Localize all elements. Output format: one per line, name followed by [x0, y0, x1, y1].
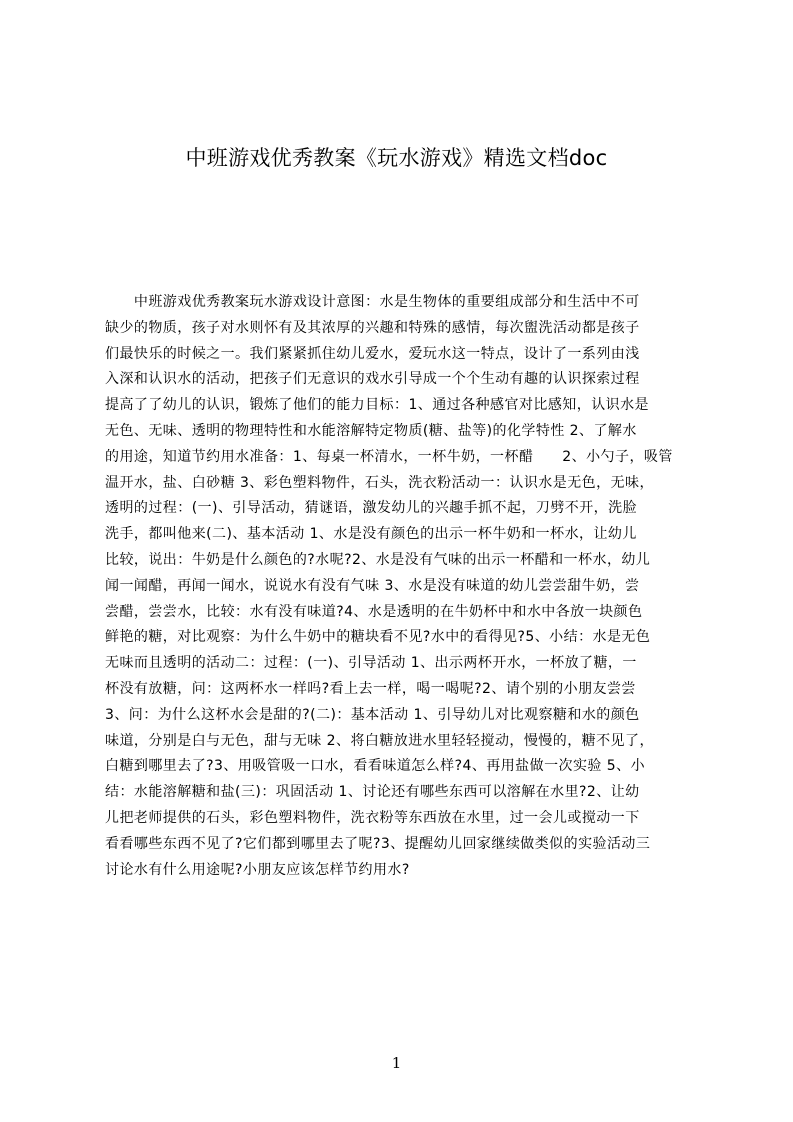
text-line: 白糖到哪里去了?3、用吸管吸一口水，看看味道怎么样?4、再用盐做一次实验 5、小	[105, 758, 646, 775]
text-line: 提高了了幼儿的认识，锻炼了他们的能力目标：1、通过各种感官对比感知，认识水是	[105, 397, 650, 414]
text-line: 看看哪些东西不见了?它们都到哪里去了呢?3、提醒幼儿回家继续做类似的实验活动三	[105, 835, 651, 852]
text-line: 无色、无味、透明的物理特性和水能溶解特定物质(糖、盐等)的化学特性 2、了解水	[105, 422, 637, 439]
text-line: 讨论水有什么用途呢?小朋友应该怎样节约用水?	[105, 861, 410, 878]
text-line: 3、问：为什么这杯水会是甜的?(二)：基本活动 1、引导幼儿对比观察糖和水的颜色	[105, 706, 640, 723]
text-line: 入深和认识水的活动，把孩子们无意识的戏水引导成一个个生动有趣的认识探索过程	[105, 371, 640, 388]
text-line: 缺少的物质，孩子对水则怀有及其浓厚的兴趣和特殊的感情，每次盥洗活动都是孩子	[105, 319, 640, 336]
text-line: 闻一闻醋，再闻一闻水，说说水有没有气味 3、水是没有味道的幼儿尝尝甜牛奶，尝	[105, 577, 640, 594]
text-line: 尝醋，尝尝水，比较：水有没有味道?4、水是透明的在牛奶杯中和水中各放一块颜色	[105, 603, 643, 620]
text-line: 比较，说出：牛奶是什么颜色的?水呢?2、水是没有气味的出示一杯醋和一杯水，幼儿	[105, 551, 651, 568]
text-line: 的用途，知道节约用水准备：1、每桌一杯清水，一杯牛奶，一杯醋 2、小勺子，吸管	[105, 448, 673, 465]
text-line: 无味而且透明的活动二：过程：(一)、引导活动 1、出示两杯开水，一杯放了糖，一	[105, 655, 637, 672]
text-line: 中班游戏优秀教案玩水游戏设计意图：水是生物体的重要组成部分和生活中不可	[105, 294, 640, 310]
text-line: 鲜艳的糖，对比观察：为什么牛奶中的糖块看不见?水中的看得见?5、小结：水是无色	[105, 629, 651, 646]
page-title: 中班游戏优秀教案《玩水游戏》精选文档doc	[185, 146, 608, 170]
text-line: 洗手，都叫他来(二)、基本活动 1、水是没有颜色的出示一杯牛奶和一杯水，让幼儿	[105, 526, 637, 543]
text-line: 儿把老师提供的石头，彩色塑料物件，洗衣粉等东西放在水里，过一会儿或搅动一下	[105, 809, 640, 826]
body-text	[105, 290, 697, 883]
text-line: 味道，分别是白与无色，甜与无味 2、将白糖放进水里轻轻搅动，慢慢的，糖不见了，	[105, 732, 654, 749]
text-line: 温开水，盐、白砂糖 3、彩色塑料物件，石头，洗衣粉活动一：认识水是无色，无味，	[105, 474, 654, 491]
text-line: 们最快乐的时候之一。我们紧紧抓住幼儿爱水，爱玩水这一特点，设计了一系列由浅	[105, 345, 640, 362]
page-number: 1	[391, 1054, 402, 1072]
text-line: 结：水能溶解糖和盐(三)：巩固活动 1、讨论还有哪些东西可以溶解在水里?2、让幼	[105, 784, 640, 801]
text-line: 透明的过程：(一)、引导活动，猜谜语，激发幼儿的兴趣手抓不起，刀劈不开，洗脸	[105, 500, 638, 517]
text-line: 杯没有放糖，问：这两杯水一样吗?看上去一样，喝一喝呢?2、请个别的小朋友尝尝	[105, 680, 636, 697]
